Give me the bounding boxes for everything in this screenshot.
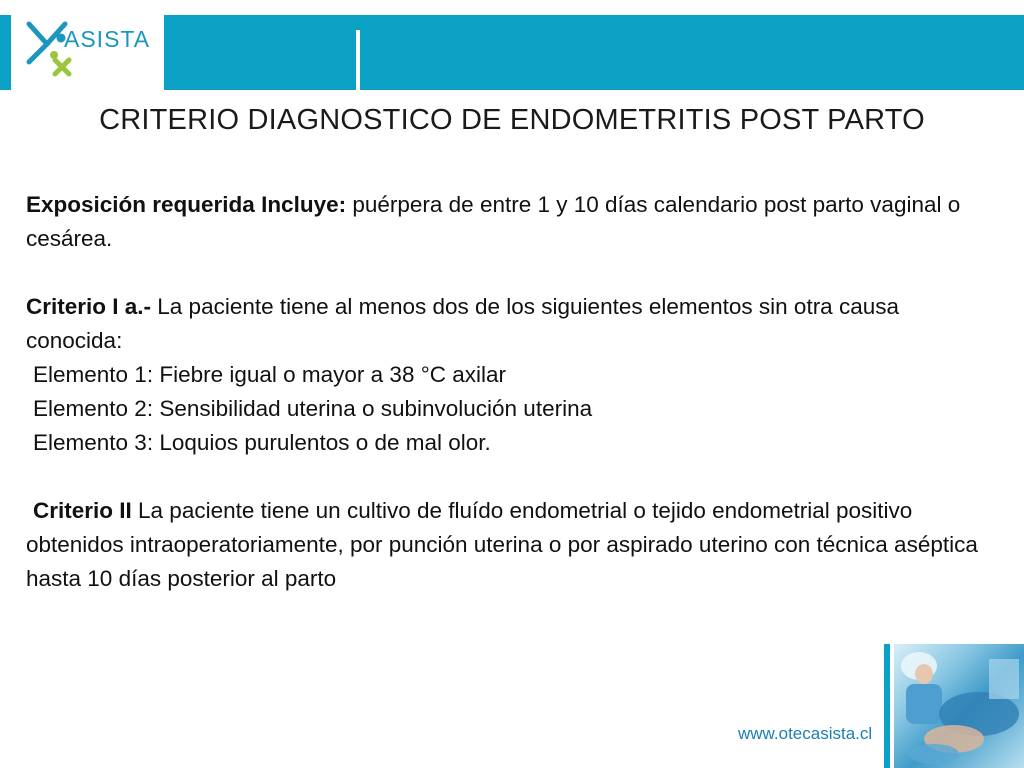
criterion-2-paragraph [26,494,986,596]
exposure-paragraph [26,188,986,256]
criterion-1-label: Criterio I a.- [26,294,152,319]
criterion-2-label: Criterio II [33,498,132,523]
header-banner [164,15,1024,90]
medical-photo [894,644,1024,768]
photo-accent-bar [884,644,890,768]
criterion-1-paragraph [26,290,986,358]
element-2: Elemento 2: Sensibilidad uterina o subinvolución uterina [33,396,593,421]
element-1: Elemento 1: Fiebre igual o mayor a 38 °C axilar [33,362,506,387]
exposure-text: puérpera de entre 1 y 10 días calendario post parto vaginal o cesárea. [26,192,961,251]
criterion-1-text: La paciente tiene al menos dos de los siguientes elementos sin otra causa conocida: [26,294,899,353]
logo-text: ASISTA [64,26,151,52]
criterion-2-text: La paciente tiene un cultivo de fluído endometrial o tejido endometrial positivo obtenidos intraoperatoriamente, por punción uterina o por aspirado uterino con técnica aséptica hasta 10 días posterior al parto [26,498,978,591]
element-3: Elemento 3: Loquios purulentos o de mal olor. [33,430,491,455]
surgery-scene-image [894,644,1024,768]
slide-title: CRITERIO DIAGNOSTICO DE ENDOMETRITIS POST PARTO [99,104,925,136]
slide-body [26,188,986,596]
website-url[interactable]: www.otecasista.cl [738,724,873,743]
exposure-label: Exposición requerida Incluye: [26,192,347,217]
asista-logo [25,18,160,83]
header-divider [356,30,360,90]
header-left-accent [0,15,11,90]
